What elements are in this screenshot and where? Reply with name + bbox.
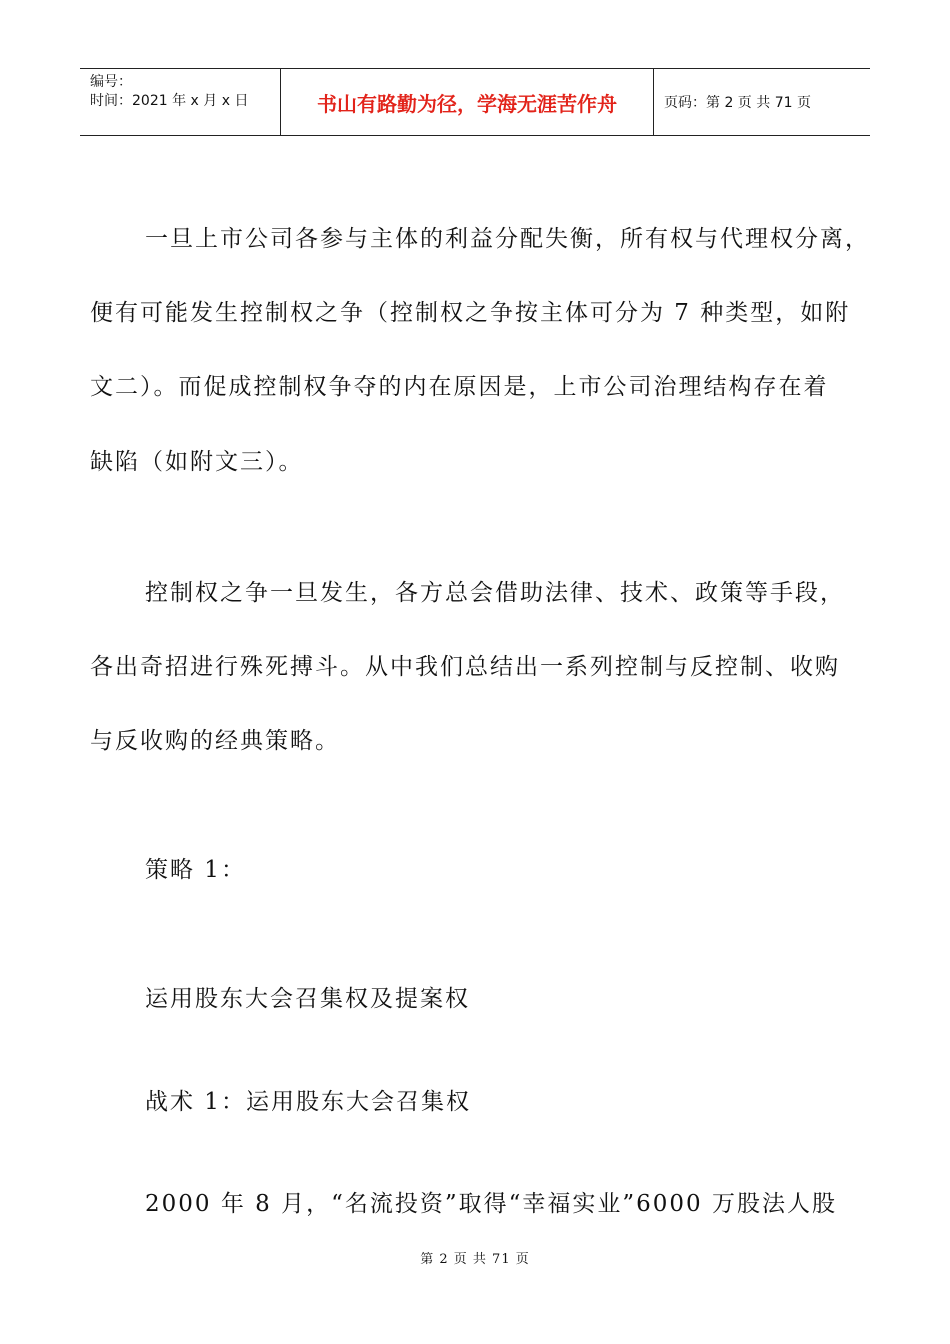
- text-line: 文二）。而促成控制权争夺的内在原因是，上市公司治理结构存在着: [90, 374, 829, 400]
- text-line: 2000 年 8 月，“名流投资”取得“幸福实业”6000 万股法人股: [145, 1191, 837, 1217]
- strategy-title: 运用股东大会召集权及提案权: [145, 986, 470, 1012]
- header-meta: [80, 69, 281, 135]
- text-line: 各出奇招进行殊死搏斗。从中我们总结出一系列控制与反控制、收购: [90, 654, 840, 680]
- text-line: 便有可能发生控制权之争（控制权之争按主体可分为 7 种类型，如附: [90, 300, 851, 326]
- tactic-heading: 战术 1：运用股东大会召集权: [145, 1089, 471, 1115]
- text-line: 控制权之争一旦发生，各方总会借助法律、技术、政策等手段，: [145, 580, 845, 606]
- text-line: 一旦上市公司各参与主体的利益分配失衡，所有权与代理权分离，: [145, 226, 870, 252]
- header-motto: 书山有路勤为径，学海无涯苦作舟: [281, 69, 654, 135]
- document-number-label: 编号：: [90, 74, 132, 90]
- strategy-heading: 策略 1：: [145, 857, 246, 883]
- text-line: 缺陷（如附文三）。: [90, 449, 304, 475]
- page-footer: 第 2 页 共 71 页: [420, 1252, 530, 1267]
- document-header: [80, 68, 870, 136]
- document-time: 时间：2021 年 x 月 x 日: [90, 93, 249, 109]
- text-line: 与反收购的经典策略。: [90, 728, 340, 754]
- header-page-info: 页码：第 2 页 共 71 页: [664, 95, 811, 111]
